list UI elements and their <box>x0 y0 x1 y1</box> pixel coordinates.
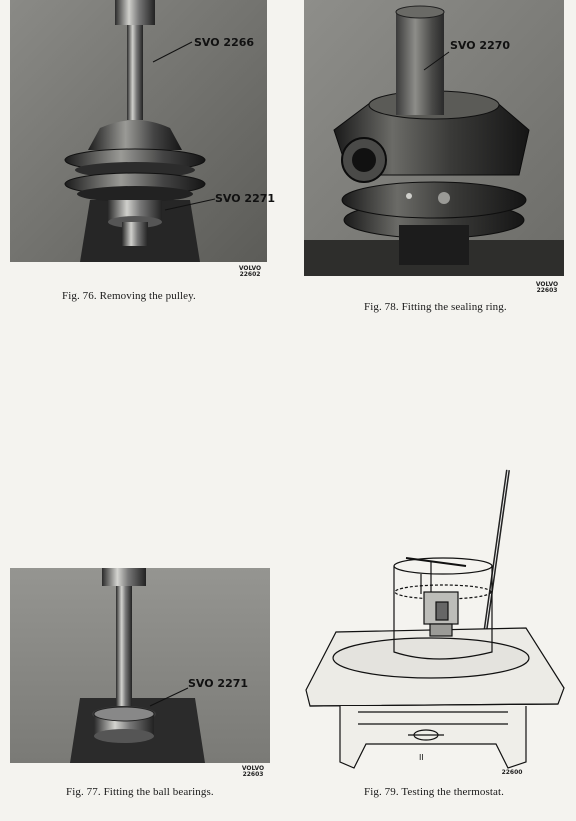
fig78-caption: Fig. 78. Fitting the sealing ring. <box>364 301 507 313</box>
fig76-label-svo-2266: SVO 2266 <box>194 36 255 49</box>
fig79-drawing <box>296 462 572 780</box>
fig79-caption: Fig. 79. Testing the thermostat. <box>364 786 505 798</box>
fig77-photo <box>10 568 270 763</box>
fig79-mark: 22600 <box>501 769 523 776</box>
fig76-caption: Fig. 76. Removing the pulley. <box>62 290 196 302</box>
fig77-label-svo-2271: SVO 2271 <box>188 677 249 690</box>
fig78-label-svo-2270: SVO 2270 <box>450 39 511 52</box>
fig76-photo <box>10 0 276 262</box>
fig78-photo <box>304 0 564 276</box>
fig76-label-svo-2271: SVO 2271 <box>215 192 276 205</box>
fig77-caption: Fig. 77. Fitting the ball bearings. <box>66 786 214 798</box>
svg-text:II: II <box>419 753 424 762</box>
fig78-volvo-mark: VOLVO 22603 <box>535 281 559 294</box>
fig77-volvo-mark: VOLVO 22603 <box>241 765 265 778</box>
fig76-volvo-mark: VOLVO 22602 <box>238 265 262 278</box>
